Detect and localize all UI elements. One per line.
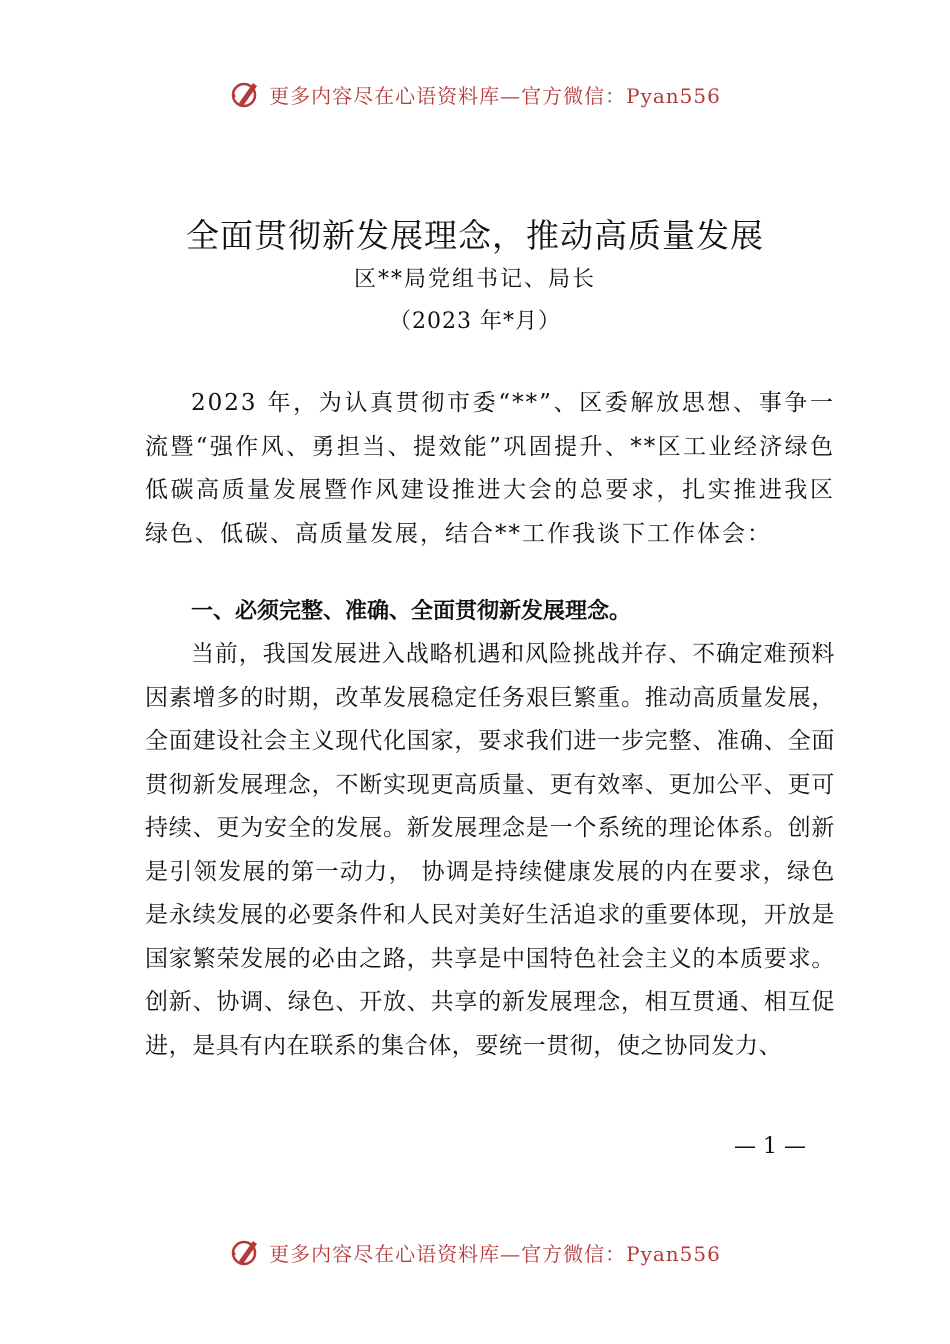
watermark-footer xyxy=(0,1232,950,1272)
pen-logo-icon xyxy=(229,77,263,111)
watermark-text: 更多内容尽在心语资料库—官方微信：Pyan556 xyxy=(269,83,721,108)
section-heading: 一、必须完整、准确、全面贯彻新发展理念。 xyxy=(191,599,632,624)
paragraph-intro: 2023 年，为认真贯彻市委“**”、区委解放思想、事争一流暨“强作风、勇担当、提效能”巩固提升、**区工业经济绿色低碳高质量发展暨作风建设推进大会的总要求，扎实推进我区绿色、低碳、高质量发展，结合**工作我谈下工作体会： xyxy=(145,390,835,547)
document-author: 区**局党组书记、局长 xyxy=(353,267,596,292)
watermark-header xyxy=(0,74,950,114)
watermark-text: 更多内容尽在心语资料库—官方微信：Pyan556 xyxy=(269,1241,721,1266)
document-title: 全面贯彻新发展理念，推动高质量发展 xyxy=(186,216,764,255)
pen-logo-icon xyxy=(229,1235,263,1269)
document-date: （2023 年*月） xyxy=(389,309,561,334)
page-number: — 1 — xyxy=(734,1134,806,1159)
paragraph-body: 当前，我国发展进入战略机遇和风险挑战并存、不确定难预料因素增多的时期，改革发展稳定任务艰巨繁重。推动高质量发展，全面建设社会主义现代化国家，要求我们进一步完整、准确、全面贯彻新发展理念，不断实现更高质量、更有效率、更加公平、更可持续、更为安全的发展。新发展理念是一个系统的理论体系。创新是引领发展的第一动力， 协调是持续健康发展的内在要求，绿色是永续发展的必要条件和人民对美好生活追求的重要体现，开放是国家繁荣发展的必由之路，共享是中国特色社会主义的本质要求。创新、协调、绿色、开放、共享的新发展理念，相互贯通、相互促进，是具有内在联系的集合体，要统一贯彻，使之协同发力、 xyxy=(145,641,835,1059)
